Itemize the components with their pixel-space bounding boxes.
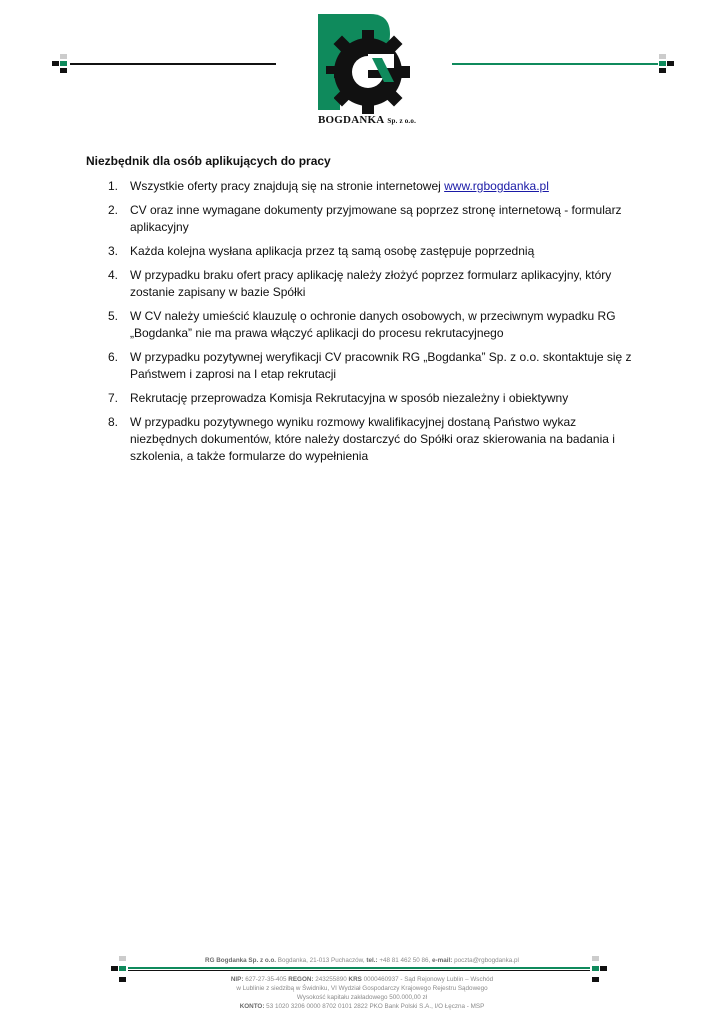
list-item <box>86 243 646 260</box>
item-text: Rekrutację przeprowadza Komisja Rekrutacyjna w sposób niezależny i obiektywny <box>130 391 569 405</box>
item-number: 5. <box>108 309 119 323</box>
footer-company: RG Bogdanka Sp. z o.o. <box>205 957 277 964</box>
header-rule-right <box>452 63 658 65</box>
footer-rule-green <box>128 967 590 969</box>
list-item <box>86 178 646 195</box>
list-item <box>86 349 646 383</box>
footer-contact-line <box>0 957 724 965</box>
deco-square <box>592 956 599 961</box>
list-item <box>86 308 646 342</box>
item-text: W CV należy umieścić klauzulę o ochronie danych osobowych, w przeciwnym wypadku RG „Bogdanka” nie ma prawa włączyć aplikacji do procesu rekrutacyjnego <box>130 309 616 340</box>
deco-square <box>659 68 666 73</box>
footer-nip: 627-27-35-405 <box>243 976 289 983</box>
footer-krs-label: KRS <box>348 976 362 983</box>
website-link[interactable]: www.rgbogdanka.pl <box>444 179 549 193</box>
footer-capital-line: Wysokość kapitału zakładowego 500.000,00 zł <box>296 994 428 1001</box>
logo-wordmark <box>318 114 416 126</box>
requirements-list <box>86 178 646 472</box>
deco-square <box>119 956 126 961</box>
company-name: BOGDANKA <box>318 114 385 126</box>
header-rule-left <box>70 63 276 65</box>
footer-email: poczta@rgbogdanka.pl <box>452 957 519 964</box>
deco-square <box>111 966 118 971</box>
footer-address: Bogdanka, 21-013 Puchaczów, <box>276 957 367 964</box>
footer-konto-label: KONTO: <box>239 1003 265 1010</box>
deco-square <box>592 966 599 971</box>
list-item <box>86 202 646 236</box>
item-number: 1. <box>108 179 119 193</box>
footer-email-label: e-mail: <box>432 957 453 964</box>
deco-square <box>667 61 674 66</box>
deco-square <box>52 61 59 66</box>
deco-square <box>60 54 67 59</box>
footer-tel-label: tel.: <box>366 957 378 964</box>
company-logo <box>316 14 420 126</box>
footer-court-line: w Lublinie z siedzibą w Świdniku, VI Wydział Gospodarczy Krajowego Rejestru Sądowego <box>236 985 488 992</box>
item-text: W przypadku pozytywnego wyniku rozmowy kwalifikacyjnej dostaną Państwo wykaz niezbędnych dokumentów, które należy dostarczyć do Spółki oraz skierowania na badania i szkolenia, a także formularze do wypełnienia <box>130 415 615 463</box>
deco-square <box>659 54 666 59</box>
footer-konto: 53 1020 3206 0000 8702 0101 2822 PKO Bank Polski S.A., I/O Łęczna - MSP <box>264 1003 485 1010</box>
deco-square <box>60 61 67 66</box>
item-number: 8. <box>108 415 119 429</box>
footer-bank-line <box>0 1003 724 1011</box>
deco-square <box>119 966 126 971</box>
list-item <box>86 390 646 407</box>
footer-registry-line <box>0 976 724 984</box>
deco-square <box>600 966 607 971</box>
item-text: Każda kolejna wysłana aplikacja przez tą samą osobę zastępuje poprzednią <box>130 244 535 258</box>
item-number: 3. <box>108 244 119 258</box>
item-number: 7. <box>108 391 119 405</box>
footer-regon: 243255890 <box>313 976 349 983</box>
footer-rule-black <box>128 970 590 971</box>
footer-regon-label: REGON: <box>288 976 314 983</box>
item-text: W przypadku braku ofert pracy aplikację należy złożyć poprzez formularz aplikacyjny, który zostanie zapisany w bazie Spółki <box>130 268 612 299</box>
list-item <box>86 267 646 301</box>
company-suffix: Sp. z o.o. <box>387 117 417 125</box>
deco-square <box>659 61 666 66</box>
footer-tel: +48 81 462 50 86, <box>377 957 433 964</box>
item-number: 4. <box>108 268 119 282</box>
page-title: Niezbędnik dla osób aplikujących do pracy <box>86 154 331 168</box>
footer-nip-label: NIP: <box>230 976 244 983</box>
item-text: Wszystkie oferty pracy znajdują się na stronie internetowej <box>130 179 445 193</box>
item-number: 6. <box>108 350 119 364</box>
item-number: 2. <box>108 203 119 217</box>
item-text: CV oraz inne wymagane dokumenty przyjmowane są poprzez stronę internetową - formularz aplikacyjny <box>130 203 622 234</box>
list-item <box>86 414 646 465</box>
deco-square <box>60 68 67 73</box>
footer-krs: 0000460937 - Sąd Rejonowy Lublin – Wschód <box>361 976 494 983</box>
item-text: W przypadku pozytywnej weryfikacji CV pracownik RG „Bogdanka” Sp. z o.o. skontaktuje się z Państwem i zaprosi na I etap rekrutacji <box>130 350 632 381</box>
